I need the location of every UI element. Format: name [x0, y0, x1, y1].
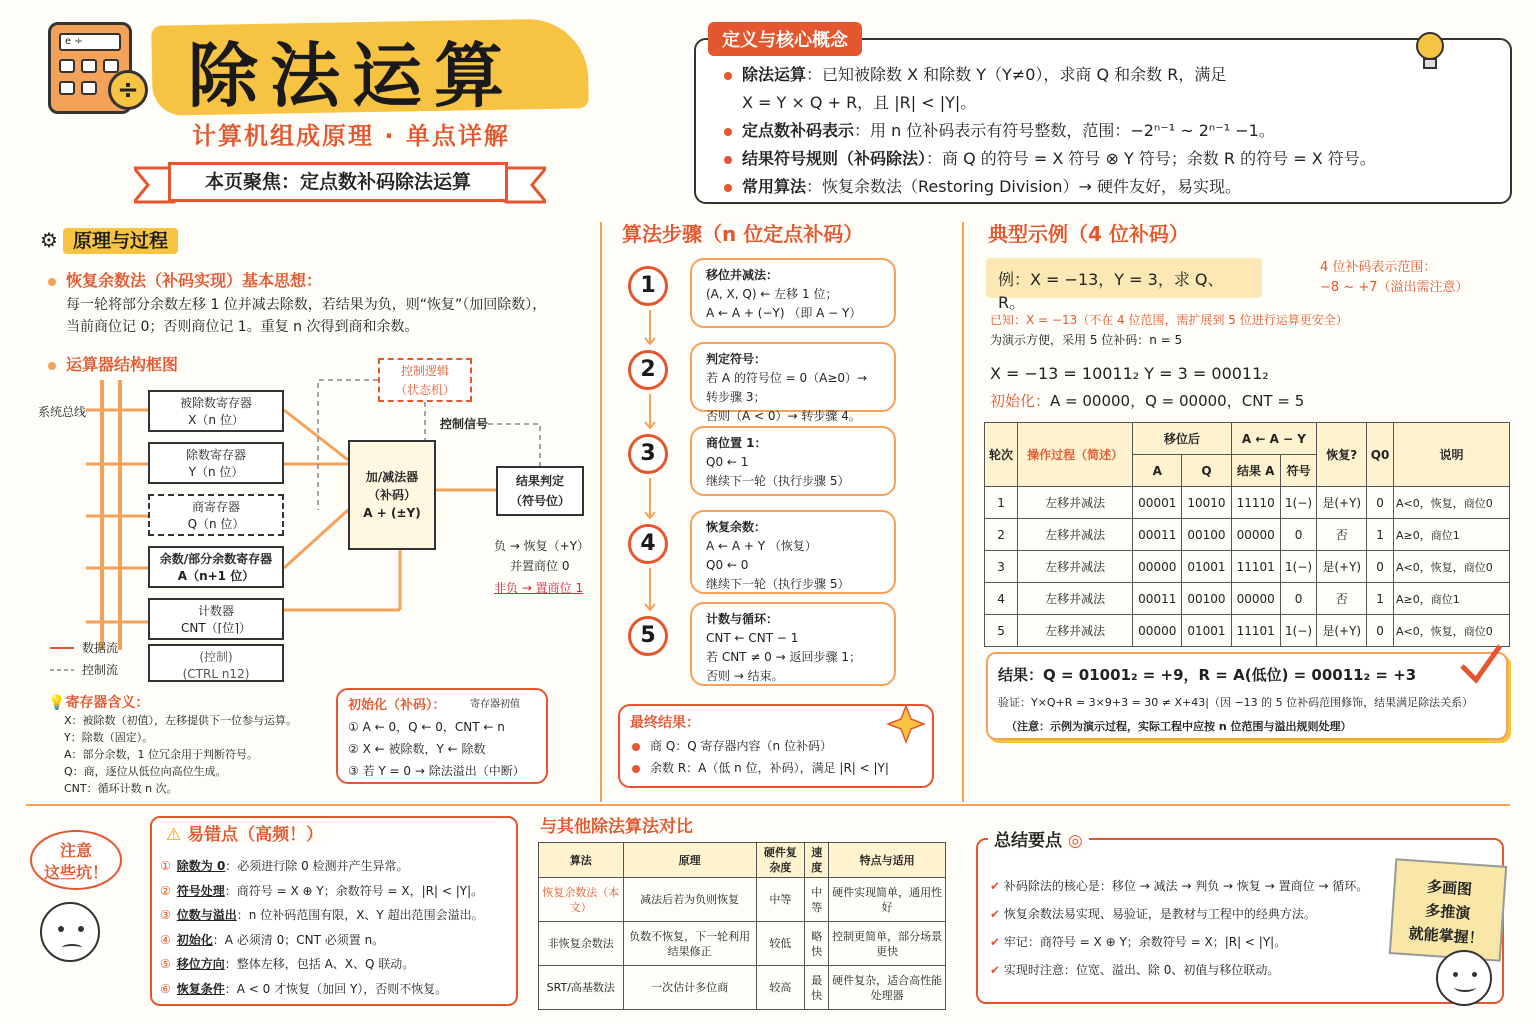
- pitfall-item: ⑥ 恢复条件：A < 0 才恢复（加回 Y），否则不恢复。: [160, 981, 448, 996]
- table-header: 轮次: [985, 423, 1018, 487]
- table-cell: 左移并减法: [1018, 487, 1133, 519]
- table-cell: 否: [1317, 519, 1367, 551]
- table-header: Q: [1182, 455, 1231, 487]
- table-row: [539, 966, 946, 1010]
- table-cell: 1: [1367, 583, 1394, 615]
- table-row: [985, 583, 1510, 615]
- page-subtitle: 计算机组成原理 · 单点详解: [192, 122, 510, 150]
- register-divisor: 除数寄存器 Y（n 位）: [148, 442, 284, 484]
- table-cell: 00100: [1182, 519, 1231, 551]
- step-box: 移位并减法： (A, X, Q) ← 左移 1 位； A ← A + (−Y) （即 A − Y）: [690, 258, 896, 328]
- table-cell: 1(−): [1280, 487, 1317, 519]
- table-header: Q0: [1367, 423, 1394, 487]
- table-cell: 左移并减法: [1018, 551, 1133, 583]
- worried-face-icon: [40, 902, 100, 962]
- table-cell: A<0，恢复，商位0: [1394, 551, 1510, 583]
- list-item: ③ 若 Y = 0 → 除法溢出（中断）: [348, 764, 525, 778]
- bulb-icon: 💡: [48, 695, 66, 711]
- focus-banner: 本页聚焦：定点数补码除法运算: [168, 162, 508, 202]
- list-item: ② X ← 被除数，Y ← 除数: [348, 742, 486, 756]
- register-meaning-list: [64, 712, 297, 797]
- bullet-icon: [724, 128, 732, 136]
- example-given-2: 为演示方便，采用 5 位补码：n = 5: [990, 333, 1183, 347]
- table-cell: 硬件实现简单，通用性好: [829, 878, 946, 922]
- control-signal-label: 控制信号: [440, 417, 489, 431]
- bullet-icon: [724, 184, 732, 192]
- table-cell: SRT/高基数法: [539, 966, 624, 1010]
- step-box: 商位置 1： Q0 ← 1 继续下一轮（执行步骤 5）: [690, 426, 896, 496]
- table-cell: 5: [985, 615, 1018, 647]
- table-cell: 00000: [1133, 615, 1182, 647]
- pitfalls-header: ⚠ 易错点（高频！）: [160, 820, 329, 845]
- checkmark-icon: [1456, 640, 1506, 690]
- table-cell: 00000: [1133, 551, 1182, 583]
- table-cell: 左移并减法: [1018, 519, 1133, 551]
- table-cell: 2: [985, 519, 1018, 551]
- calculator-key: [103, 59, 119, 73]
- table-cell: 01001: [1182, 615, 1231, 647]
- table-cell: 0: [1367, 615, 1394, 647]
- definitions-tag: 定义与核心概念: [708, 22, 862, 56]
- target-icon: ◎: [1067, 831, 1083, 851]
- list-item: ① A ← 0，Q ← 0，CNT ← n: [348, 720, 505, 734]
- table-cell: 11101: [1231, 551, 1280, 583]
- table-cell: 一次估计多位商: [623, 966, 756, 1010]
- bullet-icon: [48, 278, 56, 286]
- calculator-key: [59, 59, 75, 73]
- step-arrows: [640, 306, 660, 626]
- table-header: A: [1133, 455, 1182, 487]
- table-header: 特点与适用: [829, 843, 946, 878]
- example-problem: 例：X = −13，Y = 3，求 Q、R。: [986, 258, 1262, 298]
- table-header: 速度: [805, 843, 829, 878]
- list-item: CNT：循环计数 n 次。: [64, 782, 178, 795]
- list-item: A：部分余数，1 位冗余用于判断符号。: [64, 748, 259, 761]
- table-cell: A≥0，商位1: [1394, 583, 1510, 615]
- structure-diagram-lines: [30, 360, 600, 680]
- bullet-icon: [632, 765, 640, 773]
- register-meaning-title: 💡寄存器含义：: [48, 695, 150, 711]
- table-header: 操作过程（简述）: [1018, 423, 1133, 487]
- step-number: 2: [628, 350, 668, 390]
- smiling-face-icon: [1436, 950, 1492, 1006]
- table-header: 说明: [1394, 423, 1510, 487]
- table-cell: 硬件复杂，适合高性能处理器: [829, 966, 946, 1010]
- note-line: （注意：示例为演示过程，实际工程中应按 n 位范围与溢出规则处理）: [1006, 720, 1352, 733]
- def-algorithm: 常用算法：恢复余数法（Restoring Division）→ 硬件友好，易实现。: [724, 174, 1241, 197]
- table-cell: 0: [1280, 519, 1317, 551]
- step-number: 4: [628, 524, 668, 564]
- final-result-title: 最终结果：: [630, 715, 700, 731]
- list-item: Y：除数（固定）。: [64, 731, 154, 744]
- table-cell: 左移并减法: [1018, 583, 1133, 615]
- table-row: [539, 922, 946, 966]
- pitfall-item: ④ 初始化：A 必须清 0；CNT 必须置 n。: [160, 932, 385, 947]
- init-title: 初始化（补码）：: [348, 698, 446, 713]
- register-quotient: 商寄存器 Q（n 位）: [148, 494, 284, 536]
- table-cell: 减法后若为负则恢复: [623, 878, 756, 922]
- table-cell: 11101: [1231, 615, 1280, 647]
- table-cell: 1: [985, 487, 1018, 519]
- example-given: 已知：X = −13（不在 4 位范围，需扩展到 5 位进行运算更安全）: [990, 313, 1348, 327]
- example-header: 典型示例（4 位补码）: [988, 222, 1189, 246]
- table-cell: 左移并减法: [1018, 615, 1133, 647]
- summary-item: ✔ 补码除法的核心是：移位 → 减法 → 判负 → 恢复 → 置商位 → 循环。: [990, 879, 1369, 893]
- table-header: 移位后: [1133, 423, 1231, 455]
- legend-control-flow: 控制流: [82, 663, 119, 677]
- init-note: 寄存器初值: [470, 699, 520, 710]
- table-cell: 中等: [756, 878, 805, 922]
- example-init: 初始化：A = 00000，Q = 00000，CNT = 5: [990, 392, 1305, 410]
- table-cell: 10010: [1182, 487, 1231, 519]
- page-title: 除法运算: [188, 34, 516, 117]
- check-icon: ✔: [990, 935, 1004, 949]
- step-box: 计数与循环： CNT ← CNT − 1 若 CNT ≠ 0 → 返回步骤 1； 否则 → 结束。: [690, 602, 896, 686]
- structure-title: 运算器结构框图: [48, 352, 178, 375]
- table-cell: 负数不恢复，下一轮利用结果修正: [623, 922, 756, 966]
- table-cell: 0: [1280, 583, 1317, 615]
- table-cell: 0: [1367, 487, 1394, 519]
- verify-line: 验证：Y×Q+R = 3×9+3 = 30 ≠ X+43|（因 −13 的 5 位补码范围修饰，结果满足除法关系）: [998, 696, 1474, 709]
- table-cell: 01001: [1182, 551, 1231, 583]
- table-cell: A<0，恢复，商位0: [1394, 487, 1510, 519]
- summary-item: ✔ 恢复余数法易实现、易验证，是教材与工程中的经典方法。: [990, 907, 1316, 921]
- sparkle-icon: [886, 704, 926, 744]
- table-cell: 最快: [805, 966, 829, 1010]
- table-cell: 是(+Y): [1317, 487, 1367, 519]
- list-item: X：被除数（初值），左移提供下一位参与运算。: [64, 714, 298, 727]
- calculator-key: [81, 59, 97, 73]
- warning-icon: ⚠: [166, 825, 182, 845]
- warning-bubble: 注意 这些坑！: [30, 830, 122, 890]
- table-row: [985, 551, 1510, 583]
- table-cell: 1(−): [1280, 615, 1317, 647]
- control-logic-box: 控制逻辑 （状态机）: [378, 358, 472, 402]
- def-division: 除法运算：已知被除数 X 和除数 Y（Y≠0），求商 Q 和余数 R，满足: [724, 62, 1226, 85]
- table-cell: 是(+Y): [1317, 551, 1367, 583]
- divide-icon: ÷: [108, 70, 148, 110]
- idea-line-1: 每一轮将部分余数左移 1 位并减去除数，若结果为负，则“恢复”（加回除数），: [66, 297, 547, 313]
- table-cell: 恢复余数法（本文）: [539, 878, 624, 922]
- register-control: (控制) (CTRL n12): [148, 644, 284, 682]
- table-header: 原理: [623, 843, 756, 878]
- summary-item: ✔ 牢记：商符号 = X ⊕ Y；余数符号 = X；|R| < |Y|。: [990, 935, 1287, 949]
- table-cell: 00011: [1133, 519, 1182, 551]
- table-cell: 1(−): [1280, 551, 1317, 583]
- table-cell: 00100: [1182, 583, 1231, 615]
- column-divider: [962, 222, 964, 802]
- final-result-q: 商 Q：Q 寄存器内容（n 位补码）: [632, 738, 832, 755]
- calculator-screen: e ÷: [59, 33, 121, 51]
- step-number: 3: [628, 434, 668, 474]
- summary-list: [990, 872, 1368, 984]
- idea-title: 恢复余数法（补码实现）基本思想：: [48, 268, 322, 291]
- legend-data-flow: 数据流: [82, 641, 119, 655]
- step-box: 判定符号： 若 A 的符号位 = 0（A≥0）→ 转步骤 3； 否则（A < 0）→ 转步骤 4。: [690, 342, 896, 412]
- table-cell: 非恢复余数法: [539, 922, 624, 966]
- table-cell: 4: [985, 583, 1018, 615]
- table-cell: 00000: [1231, 583, 1280, 615]
- pitfalls-list: [160, 854, 484, 1001]
- table-cell: 略快: [805, 922, 829, 966]
- system-bus-label: 系统总线: [38, 405, 87, 419]
- register-counter: 计数器 CNT（⌈位⌉）: [148, 598, 284, 640]
- check-icon: ✔: [990, 879, 1004, 893]
- table-cell: 11110: [1231, 487, 1280, 519]
- example-table: [984, 422, 1510, 647]
- step-number: 1: [628, 266, 668, 306]
- pitfall-item: ① 除数为 0：必须进行除 0 检测并产生异常。: [160, 859, 409, 873]
- table-cell: 00000: [1231, 519, 1280, 551]
- table-cell: 控制更简单，部分场景更快: [829, 922, 946, 966]
- check-icon: ✔: [990, 907, 1004, 921]
- pitfall-item: ② 符号处理：商符号 = X ⊕ Y；余数符号 = X，|R| < |Y|。: [160, 883, 484, 898]
- table-cell: 00001: [1133, 487, 1182, 519]
- gear-icon: ⚙: [40, 228, 58, 252]
- table-row: [539, 878, 946, 922]
- column-divider: [600, 222, 602, 802]
- table-header: 符号: [1280, 455, 1317, 487]
- judge-rule-3: 非负 → 置商位 1: [494, 581, 584, 595]
- compare-header: 与其他除法算法对比: [540, 817, 693, 837]
- judge-rule-1: 负 → 恢复（+Y）: [494, 539, 590, 553]
- def-sign-rule: 结果符号规则（补码除法）：商 Q 的符号 = X 符号 ⊗ Y 符号；余数 R 的符号 = X 符号。: [724, 146, 1376, 169]
- table-cell: 0: [1367, 551, 1394, 583]
- summary-header: 总结要点 ◎: [988, 826, 1089, 851]
- idea-line-2: 当前商位记 0；否则商位记 1。重复 n 次得到商和余数。: [66, 319, 419, 335]
- pitfall-item: ⑤ 移位方向：整体左移，包括 A、X、Q 联动。: [160, 957, 415, 971]
- compare-table: [538, 842, 946, 1010]
- table-cell: 3: [985, 551, 1018, 583]
- table-cell: 1: [1367, 519, 1394, 551]
- result-line: 结果：Q = 01001₂ = +9，R = A(低位) = 00011₂ = +3: [998, 666, 1417, 684]
- example-range: 4 位补码表示范围： −8 ~ +7（溢出需注意）: [1320, 260, 1469, 295]
- table-cell: 较高: [756, 966, 805, 1010]
- list-item: Q：商，逐位从低位向高位生成。: [64, 765, 227, 778]
- steps-header: 算法步骤（n 位定点补码）: [622, 222, 864, 246]
- table-header: 算法: [539, 843, 624, 878]
- sticky-note: 多画图 多推演 就能掌握！: [1389, 858, 1507, 962]
- bullet-icon: [632, 743, 640, 751]
- table-cell: 否: [1317, 583, 1367, 615]
- judge-rule-2: 并置商位 0: [510, 559, 570, 573]
- step-number: 5: [628, 616, 668, 656]
- calculator-key: [81, 81, 97, 95]
- table-header: 恢复?: [1317, 423, 1367, 487]
- step-box: 恢复余数： A ← A + Y （恢复） Q0 ← 0 继续下一轮（执行步骤 5）: [690, 510, 896, 594]
- table-header: A ← A − Y: [1231, 423, 1317, 455]
- table-row: [985, 487, 1510, 519]
- check-icon: ✔: [990, 963, 1004, 977]
- table-row: [985, 615, 1510, 647]
- table-header: 硬件复杂度: [756, 843, 805, 878]
- bullet-icon: [724, 156, 732, 164]
- table-cell: 中等: [805, 878, 829, 922]
- principle-header: ⚙ 原理与过程: [40, 226, 178, 253]
- result-judge-box: 结果判定 （符号位）: [496, 466, 584, 516]
- table-cell: 00011: [1133, 583, 1182, 615]
- final-result-r: 余数 R：A（低 n 位，补码），满足 |R| < |Y|: [632, 760, 889, 777]
- register-dividend: 被除数寄存器 X（n 位）: [148, 390, 284, 432]
- example-encoding: X = −13 = 10011₂ Y = 3 = 00011₂: [990, 364, 1269, 383]
- row-divider: [26, 804, 1510, 806]
- init-list: [348, 716, 525, 782]
- calculator-key: [59, 81, 75, 95]
- table-header: 结果 A: [1231, 455, 1280, 487]
- table-cell: 较低: [756, 922, 805, 966]
- table-cell: A≥0，商位1: [1394, 519, 1510, 551]
- adder-subtractor-box: 加/减法器 （补码） A + (±Y): [348, 440, 436, 550]
- summary-item: ✔ 实现时注意：位宽、溢出、除 0、初值与移位联动。: [990, 963, 1280, 977]
- table-cell: A<0，恢复，商位0: [1394, 615, 1510, 647]
- table-cell: 是(+Y): [1317, 615, 1367, 647]
- def-twos-complement: 定点数补码表示：用 n 位补码表示有符号整数，范围：−2ⁿ⁻¹ ~ 2ⁿ⁻¹ −1。: [724, 118, 1275, 141]
- bullet-icon: [724, 72, 732, 80]
- register-remainder: 余数/部分余数寄存器 A（n+1 位）: [148, 546, 284, 588]
- pitfall-item: ③ 位数与溢出：n 位补码范围有限，X、Y 超出范围会溢出。: [160, 908, 484, 922]
- lightbulb-icon: [1410, 28, 1450, 76]
- table-row: [985, 519, 1510, 551]
- def-division-formula: X = Y × Q + R，且 |R| < |Y|。: [742, 93, 977, 112]
